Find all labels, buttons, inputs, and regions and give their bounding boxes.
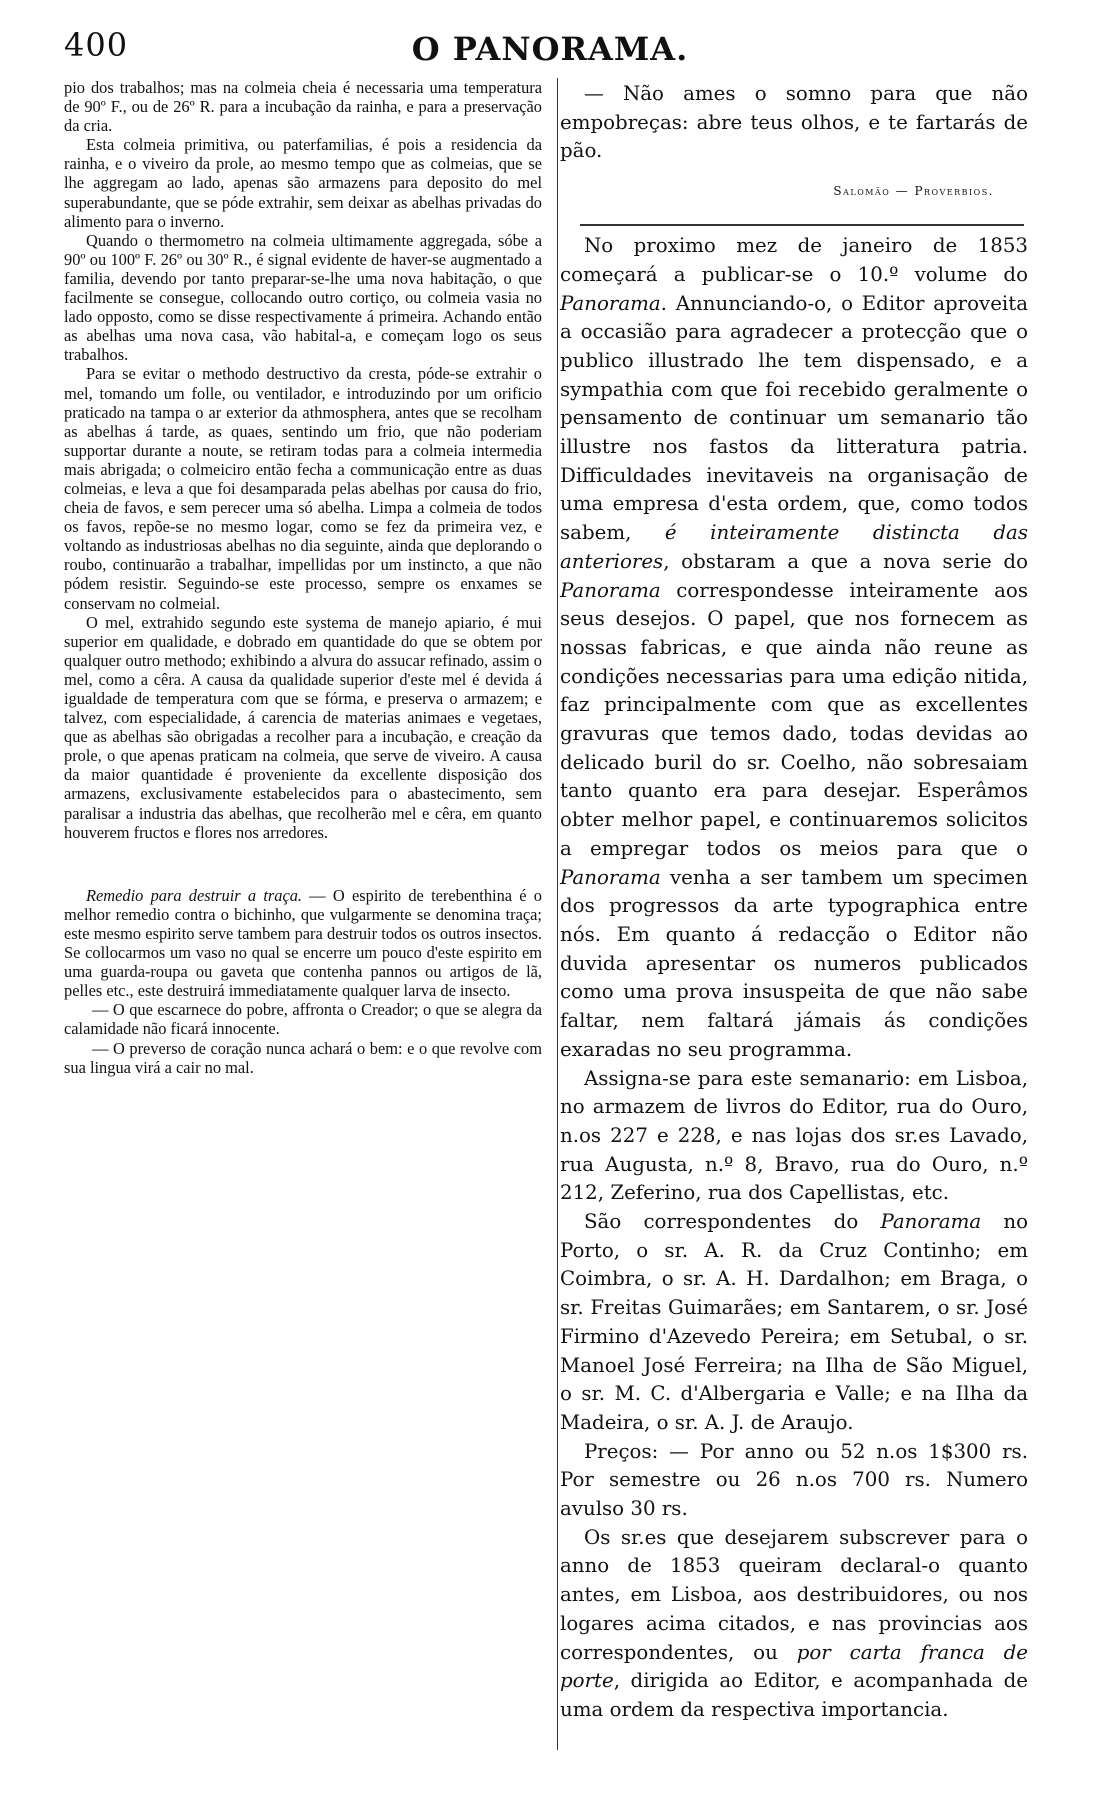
prices-paragraph: Preços: — Por anno ou 52 n.os 1$300 rs. Por semestre ou 26 n.os 700 rs. Numero avulso 30 rs. (560, 1439, 1028, 1521)
journal-name: Panorama (560, 578, 661, 602)
announcement-text: correspondesse inteiramente aos seus desejos. O papel, que nos fornecem as nossas fabricas, e que ainda não reune as condições necessarias para uma edição nitida, faz principalmente com que as excellentes gravuras que temos dado, todas devidas ao delicado buril do sr. Coelho, não sobresaiam tanto quanto era para desejar. Esperâmos obter melhor papel, e continuaremos solicitos a empregar todos os meios para que o (560, 578, 1028, 860)
saying-1: — O que escarnece do pobre, affronta o Creador; o que se alegra da calamidade não ficará innocente. (64, 1000, 542, 1039)
saying-2: — O preverso de coração nunca achará o bem: e o que revolve com sua lingua virá a cair no mal. (64, 1038, 542, 1077)
section-rule (580, 224, 1024, 226)
article-paragraph: Para se evitar o methodo destructivo da cresta, póde-se extrahir o mel, tomando um folle, ou ventilador, e introduzindo por um orificio praticado na tampa o ar exterior da athmosphera, antes que se recolham as abelhas á tarde, as quaes, sentindo um frio, que não poderiam supportar durante a noute, se retiram todas para a colmeia intermedia mais abrigada; o colmeiciro então fecha a communicação entre as duas colmeias, e leva a que foi desamparada pelas abelhas por causa do frio, cheia de favos, e sem perecer uma só abelha. Limpa a colmeia de todos os favos, repõe-se no mesmo logar, como se fez da primeira vez, e voltando as industriosas abelhas no dia seguinte, ainda que deplorando o roubo, continuarão a trabalhar, impellidas por um instincto, a que não pódem resistir. Seguindo-se este processo, sempre os enxames se conservam no colmeial. (64, 364, 542, 613)
journal-name: Panorama (560, 865, 661, 889)
announcement-text: venha a ser tambem um specimen dos progressos da arte typographica entre nós. Em quanto á redacção o Editor não duvida apresentar os numeros publicados como uma prova insuspeita de que não sabe faltar, nem faltará jámais ás condições exaradas no seu programma. (560, 865, 1028, 1061)
correspondents-paragraph (560, 1208, 1028, 1438)
article-paragraph: Quando o thermometro na colmeia ultimamente aggregada, sóbe a 90º ou 100º F. 26º ou 30º R., é signal evidente de haver-se augmentado a familia, devendo por tanto preparar-se-lhe uma nova habitação, o que facilmente se consegue, collocando outro cortiço, ou colmeia vasia no lado opposto, como se disse respectivamente á primeira. Achando então as abelhas uma nova casa, vão habital-a, e começam logo os seus trabalhos. (64, 230, 542, 365)
journal-name: Panorama (880, 1210, 982, 1234)
left-column (64, 78, 542, 1077)
remedy-note (64, 886, 542, 1001)
correspondents-text: São correspondentes do (584, 1210, 881, 1234)
remedy-title: Remedio para destruir a traça. (86, 885, 303, 905)
journal-name: Panorama (560, 291, 661, 315)
column-divider (557, 78, 558, 1750)
instructions-text: Os sr.es que desejarem subscrever para o anno de 1853 queiram declaral-o quanto antes, em Lisboa, aos destribuidores, ou nos logares acima citados, e nas provincias aos correspondentes, ou (560, 1525, 1028, 1664)
announcement-paragraph (560, 232, 1028, 1064)
emphasis-text: é inteiramente distincta das anteriores (560, 521, 1028, 573)
instructions-text: , dirigida ao Editor, e acompanhada de uma ordem da respectiva importancia. (560, 1669, 1028, 1721)
page-header (40, 18, 1060, 68)
subscribe-instructions-paragraph (560, 1524, 1028, 1725)
emphasis-text: por carta franca de porte (560, 1640, 1029, 1693)
article-paragraph: Esta colmeia primitiva, ou paterfamilias, é pois a residencia da rainha, e o viveiro da prole, ao mesmo tempo que as colmeias, que se lhe aggregam ao lado, apenas são armazens para deposito do mel superabundante, que se póde extrahir, sem deixar as abelhas privadas do alimento para o inverno. (64, 135, 542, 231)
remedy-paragraph (64, 886, 542, 1001)
remedy-body: — O espirito de terebenthina é o melhor remedio contra o bichinho, que vulgarmente se denomina traça; este mesmo espirito serve tambem para destruir todos os outros insectos. Se collocarmos um vaso no qual se encerre um pouco d'este espirito em uma guarda-roupa ou gaveta que contenha pannos ou artigos de lã, pelles etc., este destruirá immediatamente qualquer larva de insecto. (64, 885, 542, 1001)
article-paragraph: O mel, extrahido segundo este systema de manejo apiario, é mui superior em qualidade, e dobrado em quantidade do que se obtem por qualquer outro methodo; exhibindo a alvura do assucar refinado, assim o mel, como a cêra. A causa da qualidade superior d'este mel é devida á igualdade de temperatura com que se fórma, e preserva o armazem; e talvez, com especialidade, á carencia de materias animaes e vegetaes, que as abelhas são obrigadas a recolher para a incubação, e creação da prole, o que apenas praticam na colmeia, que serve de viveiro. A causa da maior quantidade é proveniente da excellente disposição dos armazens, exclusivamente estabelecidos para o abastecimento, sem paralisar a industria das abelhas, que recolherão mel e cêra, em quanto houverem fructos e flores nos arredores. (64, 612, 542, 842)
announcement-text: , obstaram a que a nova serie do (663, 549, 1028, 573)
subscription-paragraph: Assigna-se para este semanario: em Lisboa, no armazem de livros do Editor, rua do Ouro, n.os 227 e 228, e nas lojas dos sr.es Lavado, rua Augusta, n.º 8, Bravo, rua do Ouro, n.º 212, Zeferino, rua dos Capellistas, etc. (560, 1066, 1028, 1205)
correspondents-text: no Porto, o sr. A. R. da Cruz Continho; em Coimbra, o sr. A. H. Dardalhon; em Braga, o sr. Freitas Guimarães; em Santarem, o sr. José Firmino d'Azevedo Pereira; em Setubal, o sr. Manoel José Ferreira; na Ilha de São Miguel, o sr. M. C. d'Albergaria e Valle; e na Ilha da Madeira, o sr. A. J. de Araujo. (560, 1210, 1029, 1434)
proverb-quote: — Não ames o somno para que não empobreças: abre teus olhos, e te fartarás de pão. (560, 82, 1028, 163)
announcement-text: No proximo mez de janeiro de 1853 começará a publicar-se o 10.º volume do (560, 234, 1028, 286)
proverb-attribution: Salomão — Proverbios. (833, 184, 994, 199)
journal-title: O PANORAMA. (411, 30, 689, 68)
right-column (560, 80, 1028, 1725)
announcement-text: . Annunciando-o, o Editor aproveita a occasião para agradecer a protecção que o publico illustrado lhe tem dispensado, e a sympathia com que foi recebido geralmente o pensamento de continuar um semanario tão illustre nos fastos da litteratura patria. Difficuldades inevitaveis na organisação de uma empresa d'esta ordem, que, como todos sabem, (560, 291, 1028, 545)
article-paragraph: pio dos trabalhos; mas na colmeia cheia é necessaria uma temperatura de 90º F., ou de 26º R. para a incubação da rainha, e para a preservação da cria. (64, 78, 542, 136)
page-number: 400 (64, 26, 129, 64)
